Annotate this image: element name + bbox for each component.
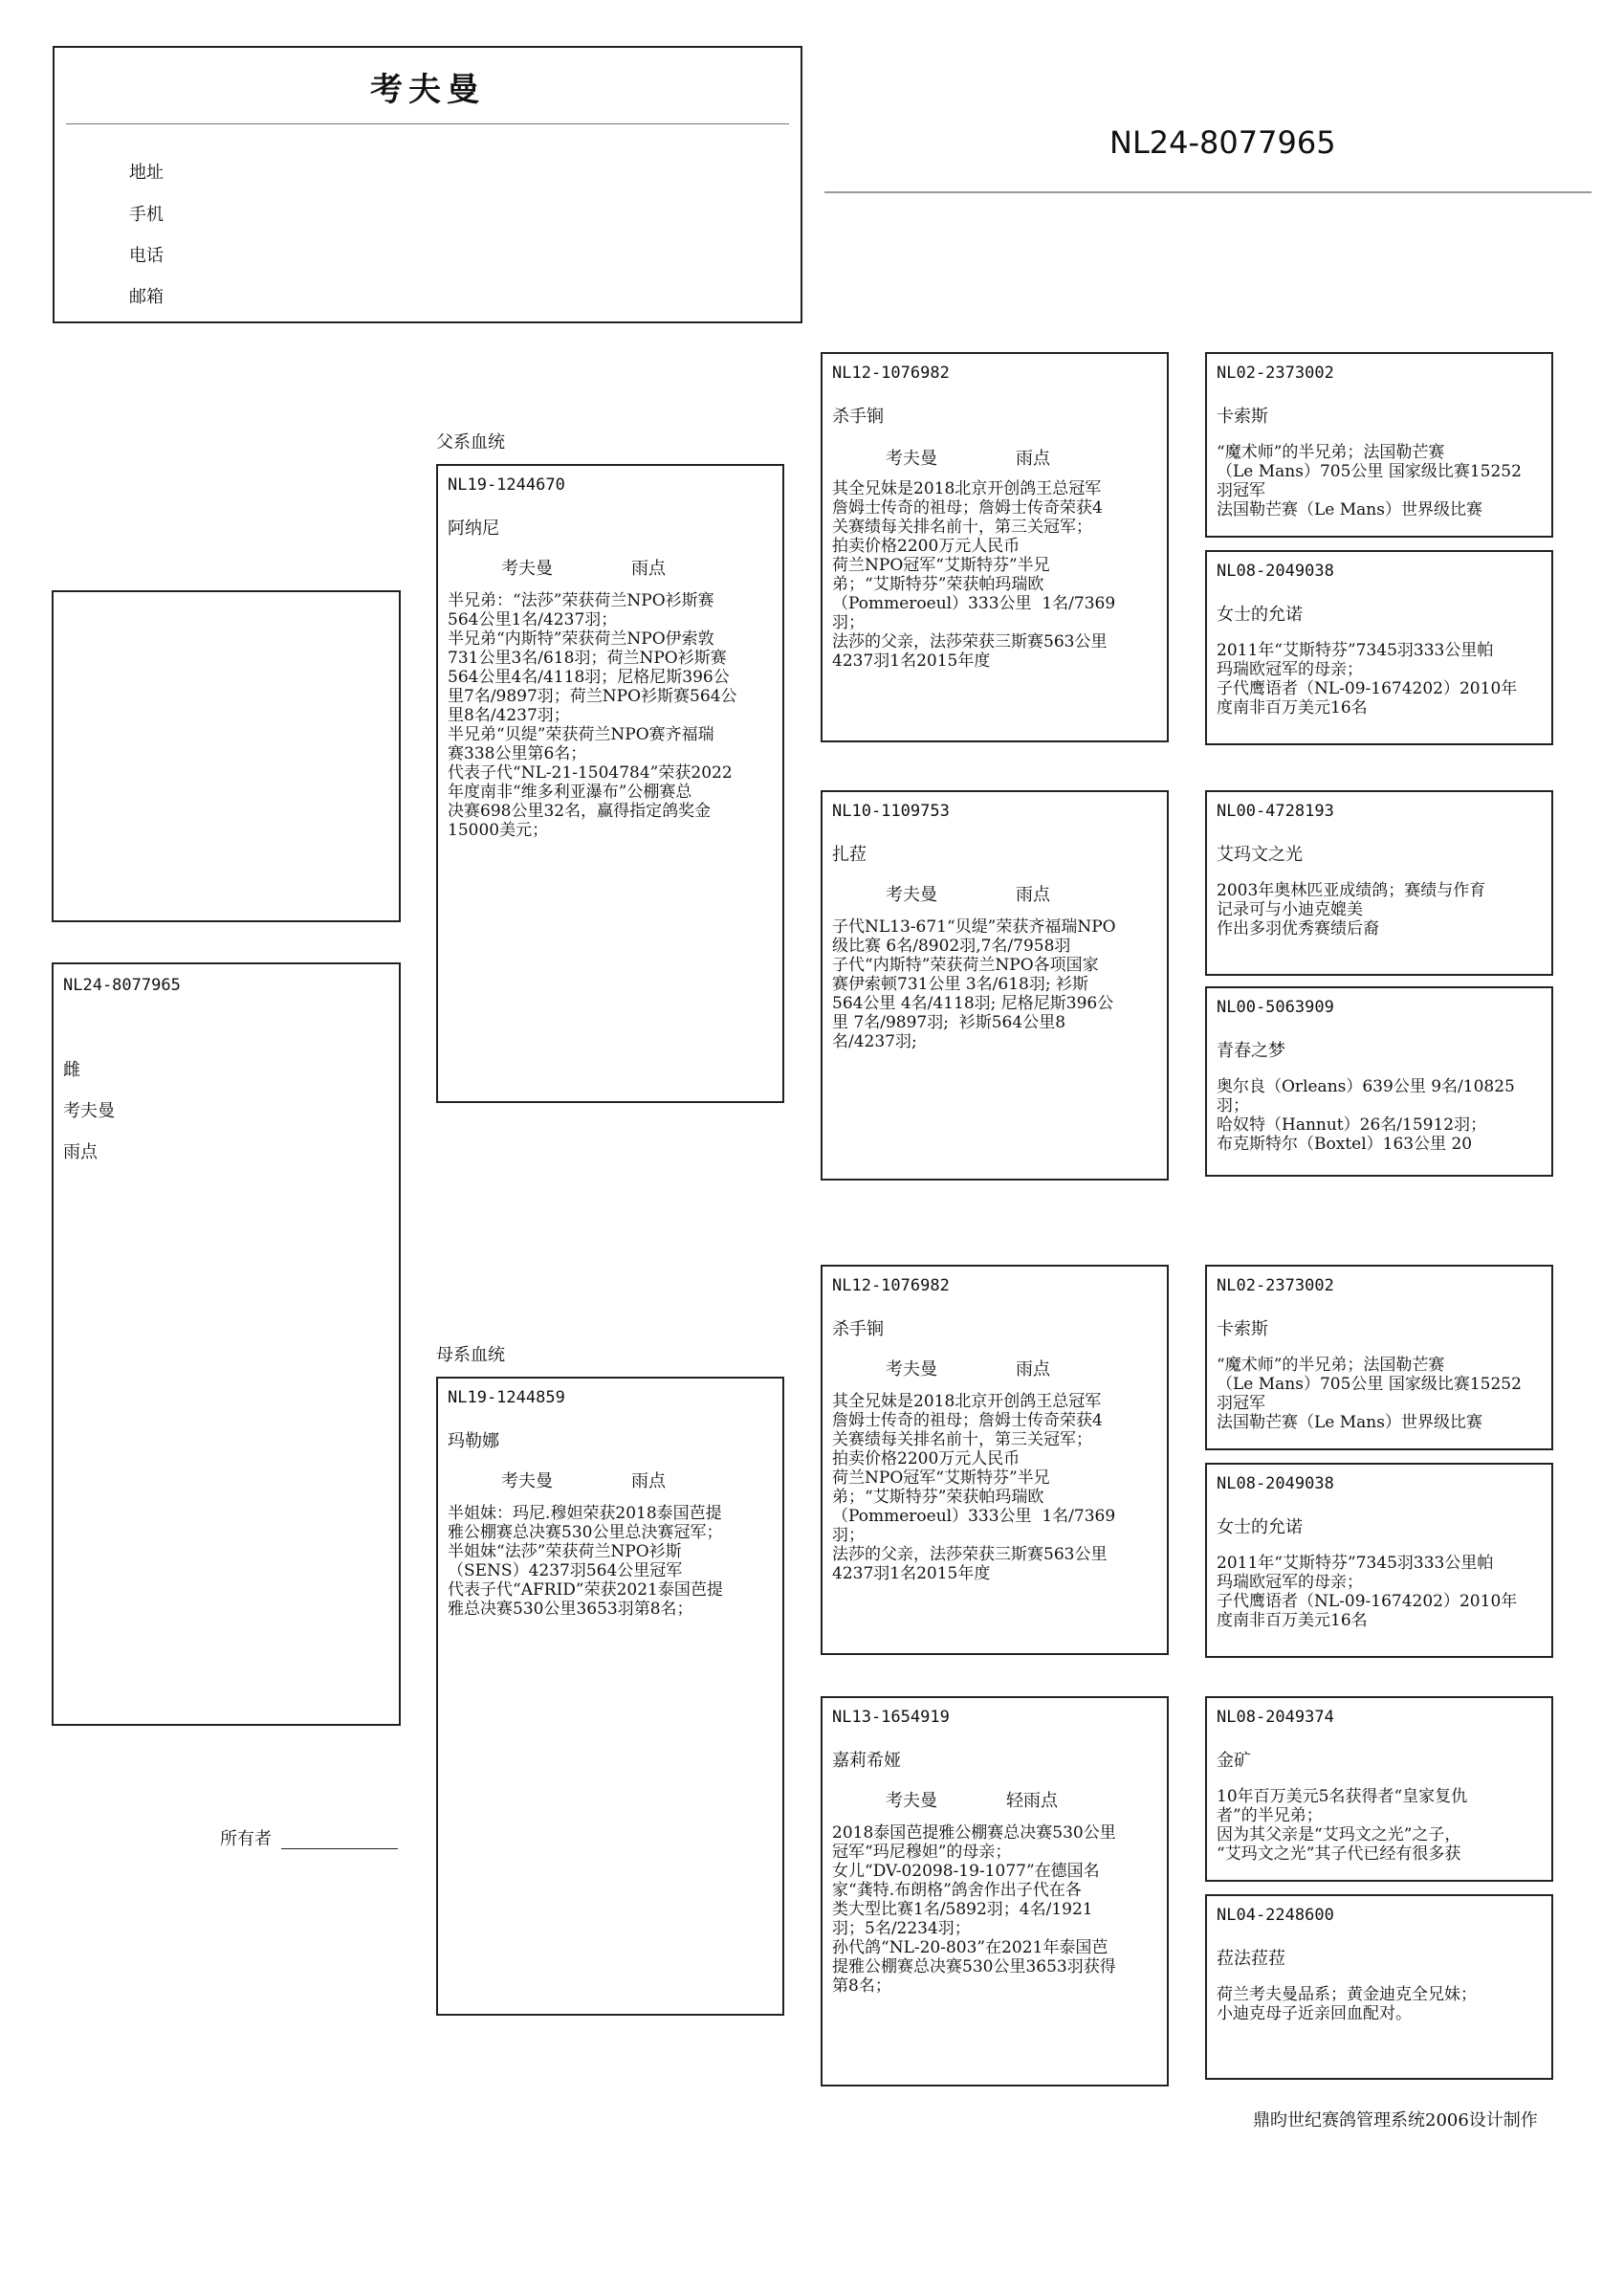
grandparent-name: 嘉莉希娅 — [832, 1751, 901, 1771]
dam-line-label: 母系血统 — [436, 1345, 505, 1365]
box-bottom-mask — [1207, 1439, 1551, 1448]
dam-color: 雨点 — [631, 1471, 666, 1491]
great-grandparent-ring: NL02-2373002 — [1217, 1276, 1334, 1295]
grandparent-name: 扎菈 — [832, 845, 867, 865]
grandparent-strain: 考夫曼 — [886, 1791, 937, 1811]
grandparent-color: 雨点 — [1016, 449, 1050, 469]
grandparent-ring: NL13-1654919 — [832, 1708, 950, 1727]
great-grandparent-ring: NL04-2248600 — [1217, 1906, 1334, 1925]
sire-line-label: 父系血统 — [436, 432, 505, 453]
sire-strain: 考夫曼 — [501, 559, 553, 579]
grandparent-strain: 考夫曼 — [886, 1359, 937, 1380]
header-divider — [66, 123, 789, 124]
dam-description: 半姐妹：玛尼.穆妲荣获2018泰国芭提 雅公棚赛总决赛530公里总決赛冠军； 半姐妹“法莎”荣获荷兰NPO衫斯 （SENS）4237羽564公里冠军 代表子代“AFRID”荣获2021泰国芭提 雅总决赛530公里3653羽第8名； — [448, 1504, 723, 1619]
mobile-label: 手机 — [129, 205, 164, 225]
great-grandparent-name: 女士的允诺 — [1217, 605, 1303, 625]
grandparent-color: 雨点 — [1016, 885, 1050, 905]
box-bottom-mask — [1207, 1646, 1551, 1656]
great-grandparent-description: “魔术师”的半兄弟；法国勒芒赛 （Le Mans）705公里 国家级比赛15252 羽冠军 法国勒芒赛（Le Mans）世界级比赛 — [1217, 443, 1522, 519]
header-ring-number: NL24-8077965 — [1109, 124, 1336, 161]
great-grandparent-name: 卡索斯 — [1217, 1319, 1268, 1339]
subject-color: 雨点 — [63, 1142, 98, 1162]
great-grandparent-description: 荷兰考夫曼品系；黄金迪克全兄妹； 小迪克母子近亲回血配对。 — [1217, 1985, 1477, 2023]
grandparent-description: 其全兄妹是2018北京开创鸽王总冠军 詹姆士传奇的祖母；詹姆士传奇荣获4 关赛绩每关排名前十，第三关冠军； 拍卖价格2200万元人民币 荷兰NPO冠军“艾斯特芬”半兄 弟；“艾斯特芬”荣获帕玛瑞欧 （Pommeroeul）333公里 1名/7369 羽； 法莎的父亲，法莎荣获三斯赛563公里 4237羽1名2015年度 — [832, 1392, 1116, 1583]
header-right-rule — [824, 191, 1591, 193]
dam-strain: 考夫曼 — [501, 1471, 553, 1491]
subject-box — [52, 962, 401, 1726]
great-grandparent-ring: NL08-2049038 — [1217, 562, 1334, 581]
great-grandparent-name: 青春之梦 — [1217, 1041, 1285, 1061]
sire-name: 阿纳尼 — [448, 519, 499, 539]
sire-description: 半兄弟：“法莎”荣获荷兰NPO衫斯赛 564公里1名/4237羽； 半兄弟“内斯特”荣获荷兰NPO伊索敦 731公里3名/618羽；荷兰NPO衫斯赛 564公里4名/4118羽；尼格尼斯396公 里7名/9897羽；荷兰NPO衫斯赛564公 里8名/4237羽； 半兄弟“贝缇”荣获荷兰NPO赛齐福瑞 赛338公里第6名； 代表子代“NL-21-1504784”荣获2022 年度南非“维多利亚瀑布”公棚赛总 决赛698公里32名，赢得指定鸽奖金 15000美元； — [448, 591, 737, 840]
grandparent-box — [821, 1696, 1169, 2086]
great-grandparent-name: 菈法菈菈 — [1217, 1949, 1285, 1969]
dam-box — [436, 1377, 784, 2016]
great-grandparent-box — [1205, 790, 1553, 976]
great-grandparent-description: 奥尔良（Orleans）639公里 9名/10825 羽； 哈奴特（Hannut）26名/15912羽； 布克斯特尔（Boxtel）163公里 20 — [1217, 1077, 1515, 1154]
great-grandparent-name: 艾玛文之光 — [1217, 845, 1303, 865]
grandparent-color: 轻雨点 — [1006, 1791, 1058, 1811]
great-grandparent-description: 2003年奥林匹亚成绩鸽；赛绩与作育 记录可与小迪克媲美 作出多羽优秀赛绩后裔 — [1217, 881, 1486, 938]
grandparent-description: 2018泰国芭提雅公棚赛总决赛530公里 冠军“玛尼穆妲”的母亲； 女儿“DV-02098-19-1077”在德国名 家“龚特.布朗格”鸽舍作出子代在各 类大型比赛1名/5892羽；4名/1921 羽；5名/2234羽； 孙代鸽“NL-20-803”在2021年泰国芭 提雅公棚赛总决赛530公里3653羽获得 第8名； — [832, 1823, 1116, 1996]
great-grandparent-name: 金矿 — [1217, 1751, 1251, 1771]
great-grandparent-box — [1205, 1463, 1553, 1658]
great-grandparent-name: 卡索斯 — [1217, 407, 1268, 427]
footer-credit: 鼎昀世纪赛鸽管理系统2006设计制作 — [1253, 2110, 1538, 2130]
great-grandparent-ring: NL08-2049038 — [1217, 1474, 1334, 1493]
grandparent-description: 子代NL13-671“贝缇”荣获齐福瑞NPO 级比赛 6名/8902羽,7名/7958羽 子代“内斯特”荣获荷兰NPO各项国家 赛伊索顿731公里 3名/618羽; 衫斯 564公里 4名/4118羽; 尼格尼斯396公 里 7名/9897羽; 衫斯564公里8 名/4237羽; — [832, 917, 1116, 1051]
great-grandparent-box — [1205, 1894, 1553, 2080]
great-grandparent-description: 2011年“艾斯特芬”7345羽333公里帕 玛瑞欧冠军的母亲； 子代鹰语者（NL-09-1674202）2010年 度南非百万美元16名 — [1217, 641, 1518, 718]
great-grandparent-box — [1205, 550, 1553, 745]
grandparent-ring: NL12-1076982 — [832, 1276, 950, 1295]
box-bottom-mask — [1207, 1165, 1551, 1175]
grandparent-color: 雨点 — [1016, 1359, 1050, 1380]
great-grandparent-box — [1205, 1696, 1553, 1882]
box-bottom-mask — [1207, 1870, 1551, 1880]
owner-label: 所有者 — [220, 1829, 272, 1849]
great-grandparent-description: “魔术师”的半兄弟；法国勒芒赛 （Le Mans）705公里 国家级比赛15252 羽冠军 法国勒芒赛（Le Mans）世界级比赛 — [1217, 1356, 1522, 1432]
grandparent-strain: 考夫曼 — [886, 885, 937, 905]
owner-line — [281, 1848, 398, 1849]
sire-ring: NL19-1244670 — [448, 475, 565, 495]
great-grandparent-description: 10年百万美元5名获得者“皇家复仇 者”的半兄弟； 因为其父亲是“艾玛文之光”之子， “艾玛文之光”其子代已经有很多获 — [1217, 1787, 1468, 1864]
sire-color: 雨点 — [631, 559, 666, 579]
breeder-name: 考夫曼 — [370, 71, 485, 109]
great-grandparent-ring: NL02-2373002 — [1217, 364, 1334, 383]
grandparent-box — [821, 352, 1169, 742]
grandparent-box — [821, 1265, 1169, 1655]
grandparent-ring: NL10-1109753 — [832, 802, 950, 821]
box-bottom-mask — [1207, 526, 1551, 536]
great-grandparent-ring: NL08-2049374 — [1217, 1708, 1334, 1727]
breeder-header-box — [53, 46, 802, 323]
great-grandparent-ring: NL00-5063909 — [1217, 998, 1334, 1017]
grandparent-name: 杀手锏 — [832, 407, 884, 427]
great-grandparent-box — [1205, 352, 1553, 538]
great-grandparent-box — [1205, 1265, 1553, 1450]
grandparent-box — [821, 790, 1169, 1181]
sire-box — [436, 464, 784, 1103]
grandparent-description: 其全兄妹是2018北京开创鸽王总冠军 詹姆士传奇的祖母；詹姆士传奇荣获4 关赛绩每关排名前十，第三关冠军； 拍卖价格2200万元人民币 荷兰NPO冠军“艾斯特芬”半兄 弟；“艾斯特芬”荣获帕玛瑞欧 （Pommeroeul）333公里 1名/7369 羽； 法莎的父亲，法莎荣获三斯赛563公里 4237羽1名2015年度 — [832, 479, 1116, 671]
grandparent-name: 杀手锏 — [832, 1319, 884, 1339]
address-label: 地址 — [129, 163, 164, 183]
subject-sex: 雌 — [63, 1060, 80, 1080]
box-bottom-mask — [1207, 964, 1551, 974]
photo-box — [52, 590, 401, 922]
great-grandparent-box — [1205, 986, 1553, 1177]
subject-strain: 考夫曼 — [63, 1101, 115, 1121]
great-grandparent-description: 2011年“艾斯特芬”7345羽333公里帕 玛瑞欧冠军的母亲； 子代鹰语者（NL-09-1674202）2010年 度南非百万美元16名 — [1217, 1554, 1518, 1630]
dam-name: 玛勒娜 — [448, 1431, 499, 1451]
great-grandparent-name: 女士的允诺 — [1217, 1517, 1303, 1537]
dam-ring: NL19-1244859 — [448, 1388, 565, 1407]
grandparent-strain: 考夫曼 — [886, 449, 937, 469]
box-bottom-mask — [1207, 734, 1551, 743]
subject-ring: NL24-8077965 — [63, 976, 181, 995]
email-label: 邮箱 — [129, 287, 164, 307]
phone-label: 电话 — [129, 246, 164, 266]
grandparent-ring: NL12-1076982 — [832, 364, 950, 383]
great-grandparent-ring: NL00-4728193 — [1217, 802, 1334, 821]
